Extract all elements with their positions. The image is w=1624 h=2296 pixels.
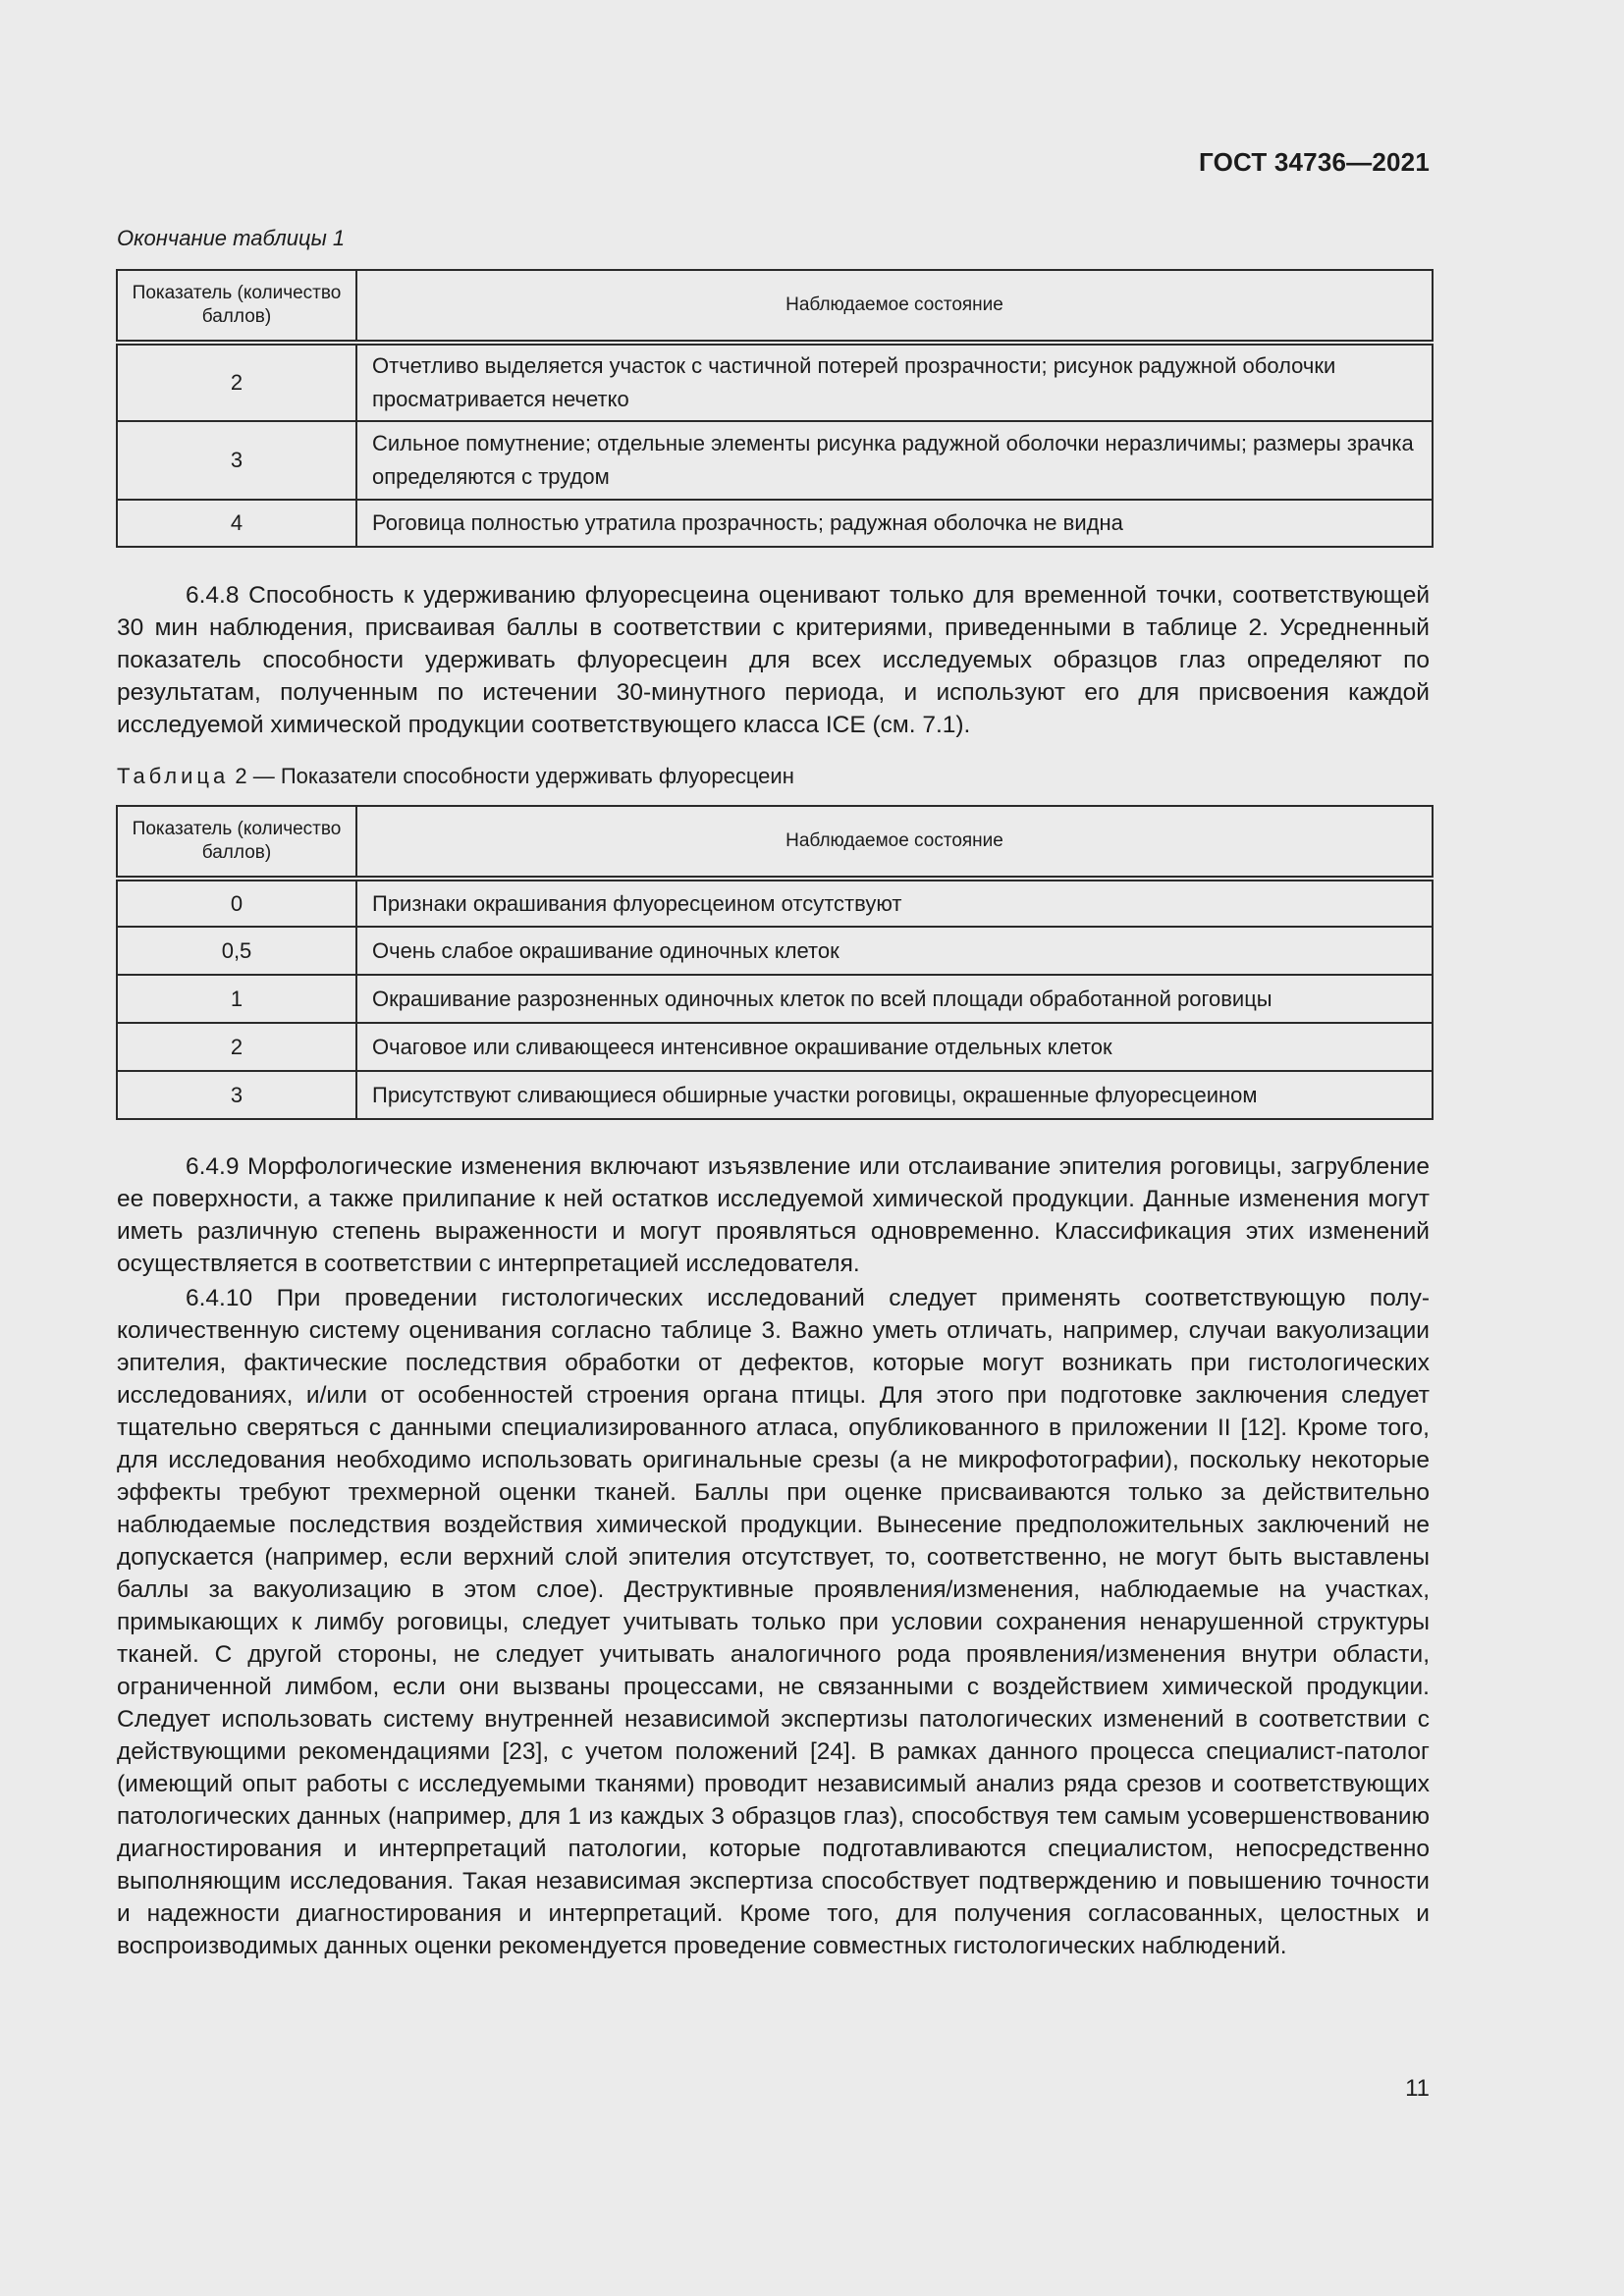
table-row — [117, 927, 1433, 975]
table1-caption: Окончание таблицы 1 — [117, 226, 346, 250]
score-cell: 4 — [117, 500, 356, 547]
page-number: 11 — [1405, 2075, 1430, 2102]
state-cell: Признаки окрашивания флуоресцеином отсутствуют — [356, 879, 1433, 927]
table1 — [116, 269, 1434, 548]
table1-header-state: Наблюдаемое состояние — [356, 270, 1433, 343]
score-cell: 0,5 — [117, 927, 356, 975]
document-code: ГОСТ 34736—2021 — [1199, 147, 1430, 177]
score-cell: 3 — [117, 1071, 356, 1119]
table2-header-state: Наблюдаемое состояние — [356, 806, 1433, 879]
table-row — [117, 879, 1433, 927]
score-cell: 3 — [117, 421, 356, 500]
table-row — [117, 343, 1433, 421]
paragraph-6-4-8: 6.4.8 Способность к удерживанию флуоресцеина оценивают только для временной точки, соответствующей 30 мин наблюдения, присваивая баллы в соответствии с критериями, приведенными в таблице 2. Усредненный показатель способности удерживать флуоресцеин для всех исследуемых образцов глаз определяют по результатам, полученным по истечении 30-минутного периода, и используют его для присвоения каждой исследуемой химической продукции соответствующего класса ICE (см. 7.1). — [117, 582, 1430, 738]
table2 — [116, 805, 1434, 1120]
score-cell: 0 — [117, 879, 356, 927]
table1-header-row — [117, 270, 1433, 343]
state-cell: Очаговое или сливающееся интенсивное окрашивание отдельных клеток — [356, 1023, 1433, 1071]
table2-header-row — [117, 806, 1433, 879]
score-cell: 2 — [117, 343, 356, 421]
table2-caption-text: 2 — Показатели способности удерживать флуоресцеин — [235, 764, 794, 788]
table-row — [117, 500, 1433, 547]
table-row — [117, 1023, 1433, 1071]
table-row — [117, 421, 1433, 500]
state-cell: Роговица полностью утратила прозрачность; радужная оболочка не видна — [356, 500, 1433, 547]
table-row — [117, 975, 1433, 1023]
table-row — [117, 1071, 1433, 1119]
table2-header-score: Показатель (количество баллов) — [117, 806, 356, 879]
table1-header-score: Показатель (количество баллов) — [117, 270, 356, 343]
state-cell: Отчетливо выделяется участок с частичной потерей прозрачности; рисунок радужной оболочки просматривается нечетко — [356, 343, 1433, 421]
paragraph-6-4-10: 6.4.10 При проведении гистологических исследований следует применять соответствующую полуколичественную систему оценивания согласно таблице 3. Важно уметь отличать, например, случаи вакуолизации эпителия, фактические последствия обработки от дефектов, которые могут возникать при гистологических исследованиях, и/или от особенностей строения органа птицы. Для этого при подготовке заключения следует тщательно сверяться с данными специализированного атласа, опубликованного в приложении II [12]. Кроме того, для исследования необходимо использовать оригинальные срезы (а не микрофотографии), поскольку некоторые эффекты требуют трехмерной оценки тканей. Баллы при оценке присваиваются только за действительно наблюдаемые последствия воздействия химической продукции. Вынесение предположительных заключений не допускается (например, если верхний слой эпителия отсутствует, то, соответственно, не могут быть выставлены баллы за вакуолизацию в этом слое). Деструктивные проявления/изменения, наблюдаемые на участках, примыкающих к лимбу роговицы, следует учитывать только при условии сохранения ненарушенной структуры тканей. С другой стороны, не следует учитывать аналогичного рода проявления/изменения внутри области, ограниченной лимбом, если они вызваны процессами, не связанными с воздействием химической продукции. Следует использовать систему внутренней независимой экспертизы патологических изменений в соответствии с действующими рекомендациями [23], с учетом положений [24]. В рамках данного процесса специалист-патолог (имеющий опыт работы с исследуемыми тканями) проводит независимый анализ ряда срезов и соответствующих патологических данных (например, для 1 из каждых 3 образцов глаз), способствуя тем самым усовершенствованию диагностирования и интерпретаций патологии, которые подготавливаются специалистом, непосредственно выполняющим исследования. Такая независимая экспертиза способствует подтверждению и повышению точности и надежности диагностирования и интерпретаций. Кроме того, для получения согласованных, целостных и воспроизводимых данных оценки рекомендуется проведение совместных гистологических наблюдений. — [117, 1285, 1430, 1959]
state-cell: Сильное помутнение; отдельные элементы рисунка радужной оболочки неразличимы; размеры зрачка определяются с трудом — [356, 421, 1433, 500]
score-cell: 2 — [117, 1023, 356, 1071]
state-cell: Присутствуют сливающиеся обширные участки роговицы, окрашенные флуоресцеином — [356, 1071, 1433, 1119]
state-cell: Окрашивание разрозненных одиночных клеток по всей площади обработанной роговицы — [356, 975, 1433, 1023]
table2-caption — [117, 764, 794, 789]
score-cell: 1 — [117, 975, 356, 1023]
paragraph-6-4-9: 6.4.9 Морфологические изменения включают изъязвление или отслаивание эпителия роговицы, загрубление ее поверхности, а также прилипание к ней остатков исследуемой химической продукции. Данные изменения могут иметь различную степень выраженности и могут проявляться одновременно. Классификация этих изменений осуществляется в соответствии с интерпретацией исследователя. — [117, 1153, 1430, 1277]
table2-caption-label: Таблица — [117, 764, 230, 788]
state-cell: Очень слабое окрашивание одиночных клеток — [356, 927, 1433, 975]
